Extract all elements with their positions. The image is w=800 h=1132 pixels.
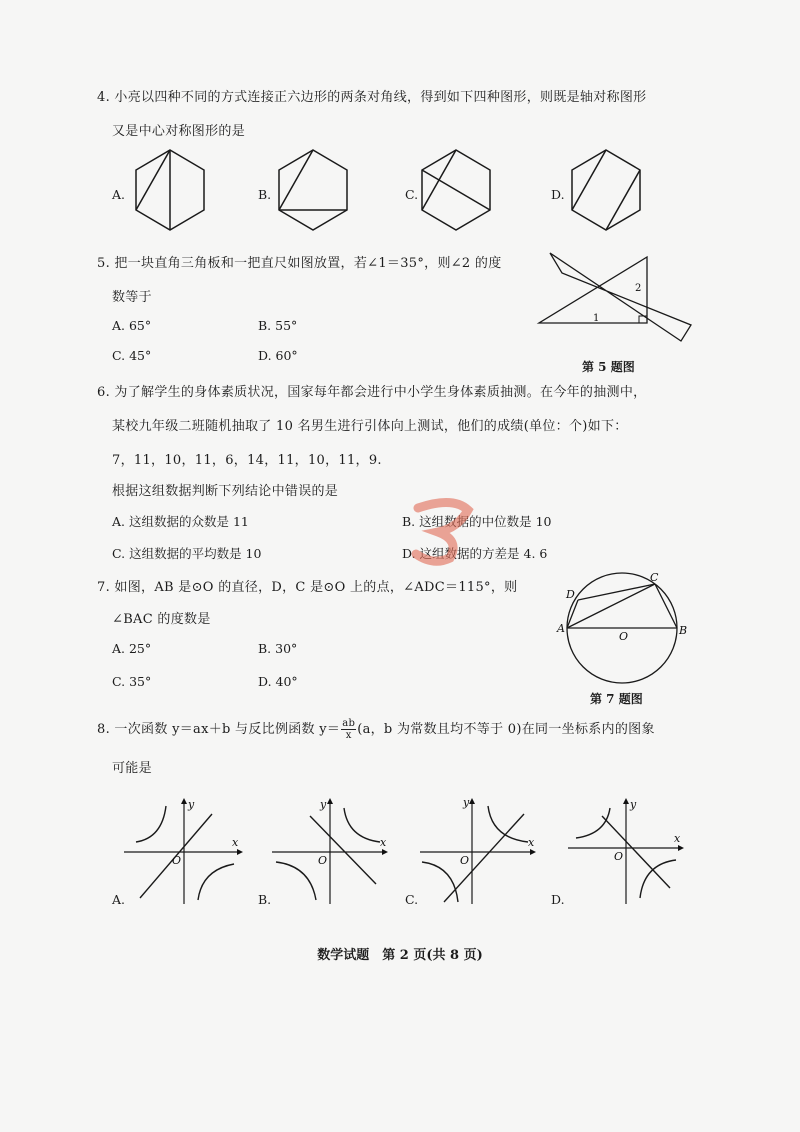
- hyperbola-b-lower: [276, 862, 316, 900]
- graph-b-x-label: x: [380, 836, 387, 849]
- graph-b-origin: O: [318, 854, 328, 867]
- q5-stem-line1: 5. 把一块直角三角板和一把直尺如图放置，若∠1＝35°，则∠2 的度: [97, 256, 502, 271]
- q5-angle2-label: 2: [635, 283, 642, 294]
- q4-option-c-label: C.: [405, 187, 419, 202]
- q8-stem-part1: 8. 一次函数 y＝ax＋b 与反比例函数 y＝: [97, 722, 341, 737]
- chord-ac: [567, 584, 655, 628]
- q7-stem-line1: 7. 如图，AB 是⊙O 的直径，D，C 是⊙O 上的点，∠ADC＝115°，则: [97, 580, 518, 595]
- q8-graph-d: [566, 798, 688, 908]
- point-d-label: D: [566, 588, 575, 601]
- red-watermark-stamp: [398, 488, 478, 568]
- q5-option-a: A. 65°: [112, 318, 152, 333]
- hexagon-b: [279, 150, 347, 230]
- point-b-label: B: [679, 624, 688, 637]
- q6-option-d: D. 这组数据的方差是 4. 6: [402, 546, 548, 561]
- q8-option-a-label: A.: [112, 892, 126, 907]
- q6-option-b: B. 这组数据的中位数是 10: [402, 514, 552, 529]
- graph-b-y-label: y: [320, 798, 327, 811]
- line-c: [444, 814, 524, 902]
- ruler: [550, 253, 691, 341]
- line-d: [602, 816, 670, 888]
- q8-fraction-denominator: x: [345, 730, 352, 741]
- q4-stem-line2: 又是中心对称图形的是: [112, 124, 246, 139]
- q6-stem-line2: 某校九年级二班随机抽取了 10 名男生进行引体向上测试，他们的成绩(单位：个)如下：: [112, 419, 628, 434]
- q4-figure-c: [418, 148, 498, 232]
- q8-stem-line2: 可能是: [112, 761, 152, 776]
- q7-stem-line2: ∠BAC 的度数是: [112, 612, 211, 627]
- graph-a-x-label: x: [232, 836, 239, 849]
- graph-c-y-label: y: [463, 796, 470, 809]
- q4-option-b-label: B.: [258, 187, 272, 202]
- q7-option-b: B. 30°: [258, 641, 298, 656]
- q8-stem-part2: (a，b 为常数且均不等于 0)在同一坐标系内的图象: [357, 722, 655, 737]
- q4-figure-a: [128, 148, 208, 232]
- q7-option-a: A. 25°: [112, 641, 152, 656]
- hyperbola-a-lower: [198, 864, 234, 900]
- q5-option-c: C. 45°: [112, 348, 152, 363]
- q8-option-d-label: D.: [551, 892, 565, 907]
- q5-figure: [535, 245, 695, 345]
- q8-stem-line1: [97, 718, 655, 741]
- graph-a-y-label: y: [188, 798, 195, 811]
- q7-option-d: D. 40°: [258, 674, 298, 689]
- hyperbola-c-upper: [488, 806, 528, 842]
- point-o-label: O: [619, 630, 629, 643]
- diagonal-a1: [136, 150, 170, 210]
- q7-caption: 第 7 题图: [590, 692, 643, 706]
- q8-option-b-label: B.: [258, 892, 272, 907]
- point-c-label: C: [650, 571, 659, 584]
- q6-data: 7，11，10，11，6，14，11，10，11，9.: [112, 453, 382, 468]
- chord-dc: [578, 584, 655, 600]
- q6-stem-line1: 6. 为了解学生的身体素质状况，国家每年都会进行中小学生身体素质抽测。在今年的抽测中，: [97, 385, 647, 400]
- q5-caption: 第 5 题图: [582, 360, 635, 374]
- graph-d-x-label: x: [674, 832, 681, 845]
- hexagon-d: [572, 150, 640, 230]
- graph-d-origin: O: [614, 850, 624, 863]
- q8-fraction-numerator: ab: [342, 718, 356, 729]
- hyperbola-b-upper: [344, 808, 380, 842]
- q4-stem-line1: 4. 小亮以四种不同的方式连接正六边形的两条对角线，得到如下四种图形，则既是轴对称图形: [97, 90, 647, 105]
- hyperbola-d-lower: [640, 860, 676, 898]
- q6-option-a: A. 这组数据的众数是 11: [112, 514, 249, 529]
- graph-c-x-label: x: [528, 836, 535, 849]
- q5-option-b: B. 55°: [258, 318, 298, 333]
- q5-stem-line2: 数等于: [112, 290, 152, 305]
- point-a-label: A: [557, 622, 565, 635]
- q4-option-d-label: D.: [551, 187, 565, 202]
- q5-option-d: D. 60°: [258, 348, 298, 363]
- q5-angle1-label: 1: [593, 313, 600, 324]
- q8-graph-a: [122, 798, 242, 908]
- graph-d-y-label: y: [630, 798, 637, 811]
- q6-option-c: C. 这组数据的平均数是 10: [112, 546, 262, 561]
- graph-c-origin: O: [460, 854, 470, 867]
- diagonal-d1: [572, 150, 606, 210]
- chord-cb: [655, 584, 677, 628]
- q4-figure-d: [566, 148, 646, 232]
- q4-option-a-label: A.: [112, 187, 126, 202]
- hyperbola-c-lower: [422, 862, 458, 902]
- diagonal-c2: [422, 150, 456, 210]
- hyperbola-a-upper: [136, 806, 166, 842]
- q6-stem-line4: 根据这组数据判断下列结论中错误的是: [112, 484, 339, 499]
- hyperbola-d-upper: [576, 808, 610, 838]
- q7-option-c: C. 35°: [112, 674, 152, 689]
- line-b: [310, 816, 376, 884]
- q8-option-c-label: C.: [405, 892, 419, 907]
- q4-figure-b: [273, 148, 353, 232]
- diagonal-b1: [279, 150, 313, 210]
- page-footer: 数学试题 第 2 页(共 8 页): [317, 948, 483, 963]
- q8-fraction: [341, 718, 356, 741]
- q7-figure: [557, 570, 687, 688]
- triangle-edge: [647, 255, 667, 267]
- diagonal-c1: [422, 170, 490, 210]
- q8-graph-b: [270, 798, 390, 908]
- q8-graph-c: [418, 794, 540, 906]
- diagonal-d2: [606, 170, 640, 230]
- graph-a-origin: O: [172, 854, 182, 867]
